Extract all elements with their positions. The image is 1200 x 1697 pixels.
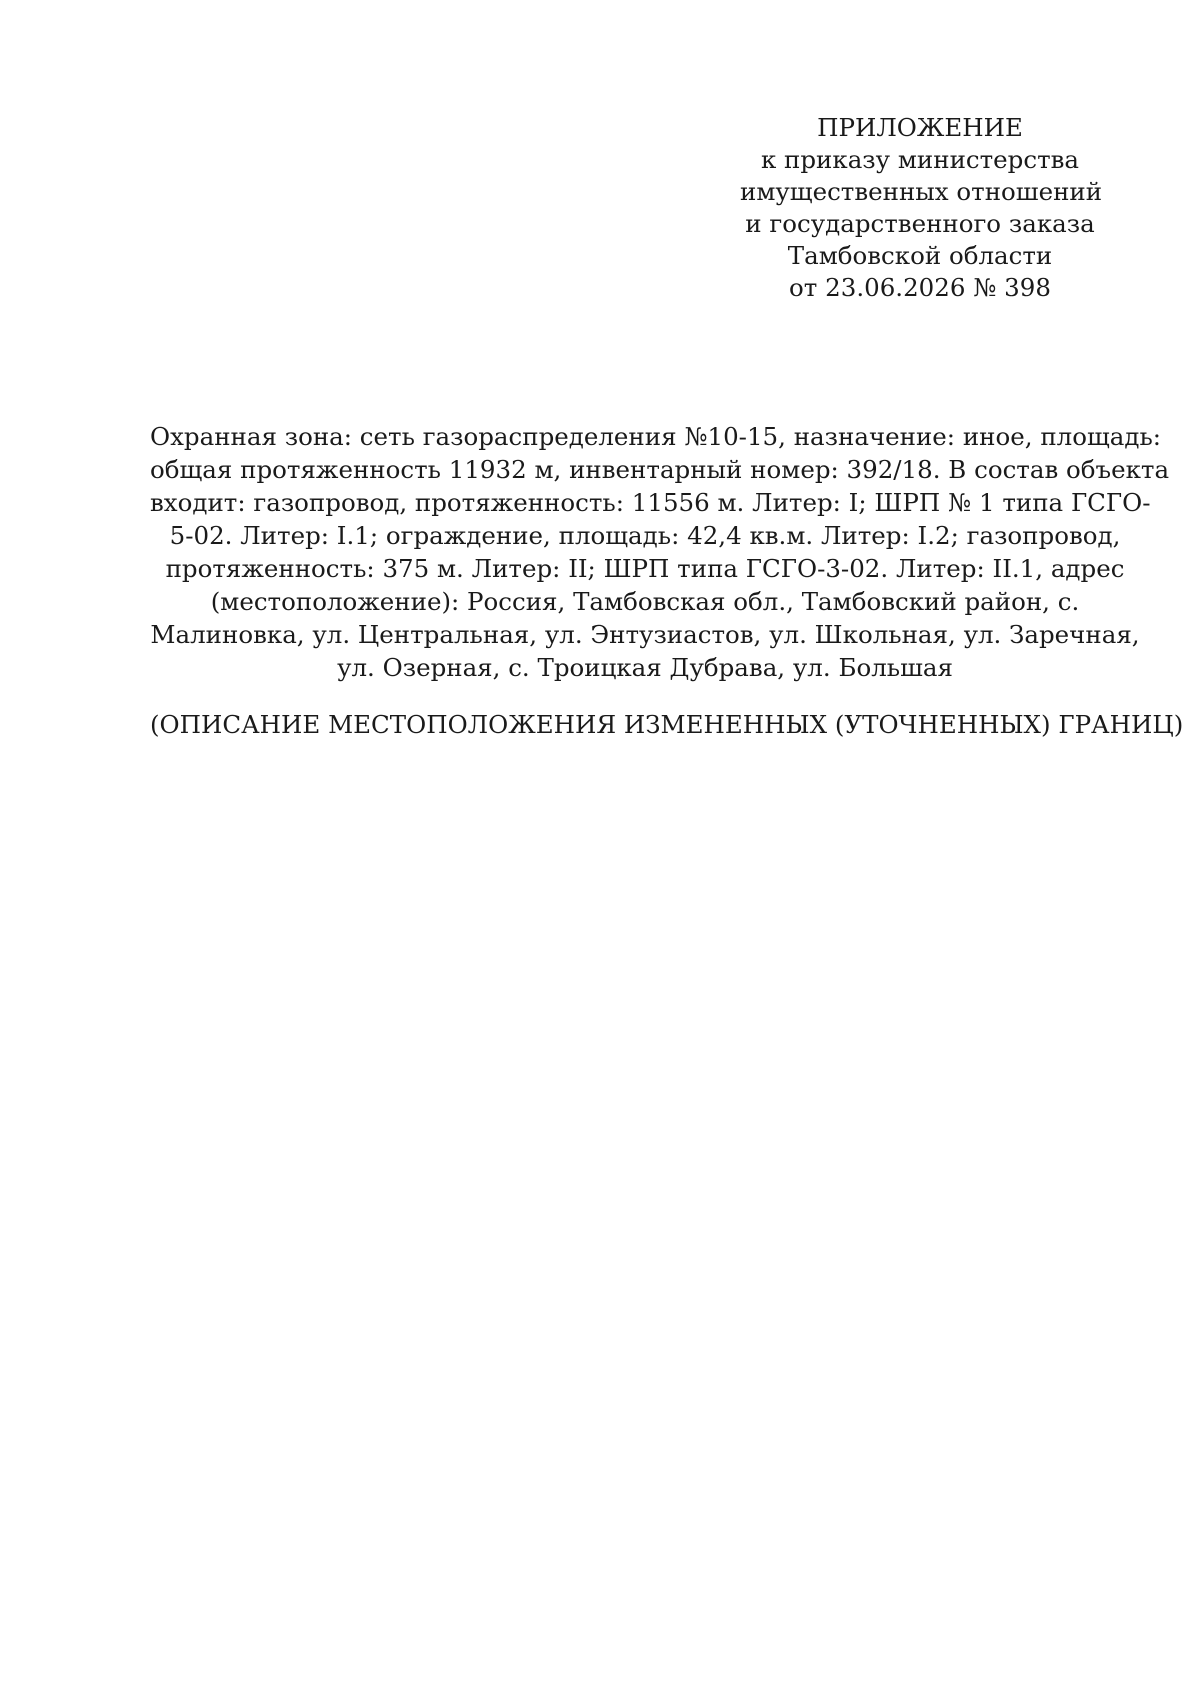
description-line: ул. Озерная, с. Троицкая Дубрава, ул. Большая <box>337 653 953 682</box>
zone-description <box>150 420 1170 684</box>
appendix-title: ПРИЛОЖЕНИЕ <box>817 113 1023 142</box>
description-line: входит: газопровод, протяженность: 11556 м. Литер: I; ШРП № 1 типа ГСГО- <box>150 488 1151 517</box>
description-line: протяженность: 375 м. Литер: II; ШРП типа ГСГО-3-02. Литер: II.1, адрес <box>165 554 1125 583</box>
appendix-line: к приказу министерства <box>760 145 1080 174</box>
appendix-line: Тамбовской области <box>787 241 1053 270</box>
appendix-line: и государственного заказа <box>745 209 1095 238</box>
appendix-header <box>740 112 1103 304</box>
section-subtitle: (ОПИСАНИЕ МЕСТОПОЛОЖЕНИЯ ИЗМЕНЕННЫХ (УТОЧНЕННЫХ) ГРАНИЦ) <box>150 710 1184 739</box>
description-line: Малиновка, ул. Центральная, ул. Энтузиастов, ул. Школьная, ул. Заречная, <box>150 620 1140 649</box>
appendix-line: имущественных отношений <box>740 177 1103 206</box>
description-line: Охранная зона: сеть газораспределения №10-15, назначение: иное, площадь: <box>150 422 1162 451</box>
description-line: (местоположение): Россия, Тамбовская обл., Тамбовский район, с. <box>210 587 1080 616</box>
description-line: 5-02. Литер: I.1; ограждение, площадь: 42,4 кв.м. Литер: I.2; газопровод, <box>169 521 1121 550</box>
appendix-order-date-number: от 23.06.2026 № 398 <box>789 273 1051 302</box>
description-line: общая протяженность 11932 м, инвентарный номер: 392/18. В состав объекта <box>150 455 1170 484</box>
